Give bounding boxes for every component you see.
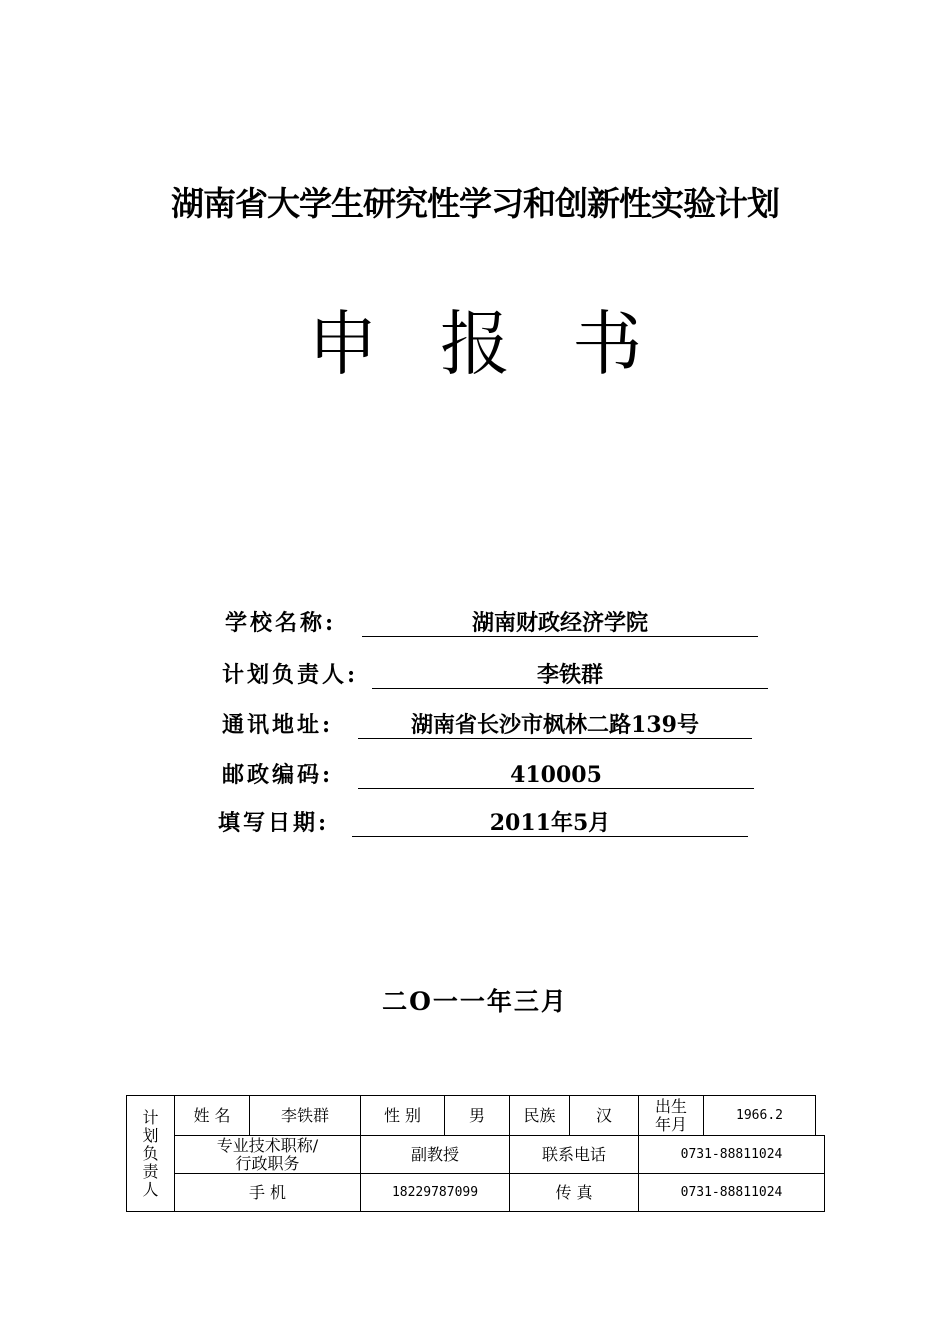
section-label [126,1095,175,1212]
birth-value: 1966.2 [703,1095,816,1136]
section-char: 负 [142,1143,159,1163]
field-label: 填写日期: [218,810,330,836]
document-title: 湖南省大学生研究性学习和创新性实验计划 [171,184,779,223]
ethnic-label: 民族 [509,1095,570,1136]
gender-label: 性 别 [360,1095,445,1136]
section-char: 人 [142,1179,159,1199]
title-label [174,1135,361,1174]
birth-label-line: 年月 [654,1114,687,1134]
phone-label: 联系电话 [509,1135,639,1174]
document-subtitle: 申 报 书 [307,303,663,385]
field-label: 学校名称: [225,610,337,636]
fax-value: 0731-88811024 [638,1173,825,1212]
field-label: 计划负责人: [222,662,359,688]
field-value: 湖南财政经济学院 [362,610,758,637]
name-value: 李铁群 [249,1095,361,1136]
fax-label: 传 真 [509,1173,639,1212]
field-value: 410005 [358,762,754,789]
field-project-leader [222,658,772,688]
field-value: 2011年5月 [352,810,748,837]
field-address [222,708,762,738]
field-school-name [225,606,765,636]
field-label: 通讯地址: [222,712,334,738]
birth-label-line: 出生 [654,1096,687,1116]
field-value: 李铁群 [372,662,768,689]
footer-date: 二O一一年三月 [382,987,568,1016]
phone-value: 0731-88811024 [638,1135,825,1174]
field-label: 邮政编码: [222,762,334,788]
title-label-line: 专业技术职称/ [216,1135,319,1155]
gender-value: 男 [444,1095,510,1136]
field-fill-date [218,806,758,836]
section-char: 计 [142,1107,159,1127]
birth-label [638,1095,704,1136]
title-value: 副教授 [360,1135,510,1174]
section-char: 划 [142,1125,159,1145]
ethnic-value: 汉 [569,1095,639,1136]
field-value: 湖南省长沙市枫林二路139号 [358,712,752,739]
field-postal-code [222,758,762,788]
title-label-line: 行政职务 [235,1153,300,1173]
mobile-label: 手 机 [174,1173,361,1212]
name-label: 姓 名 [174,1095,250,1136]
mobile-value: 18229787099 [360,1173,510,1212]
section-char: 责 [142,1161,159,1181]
